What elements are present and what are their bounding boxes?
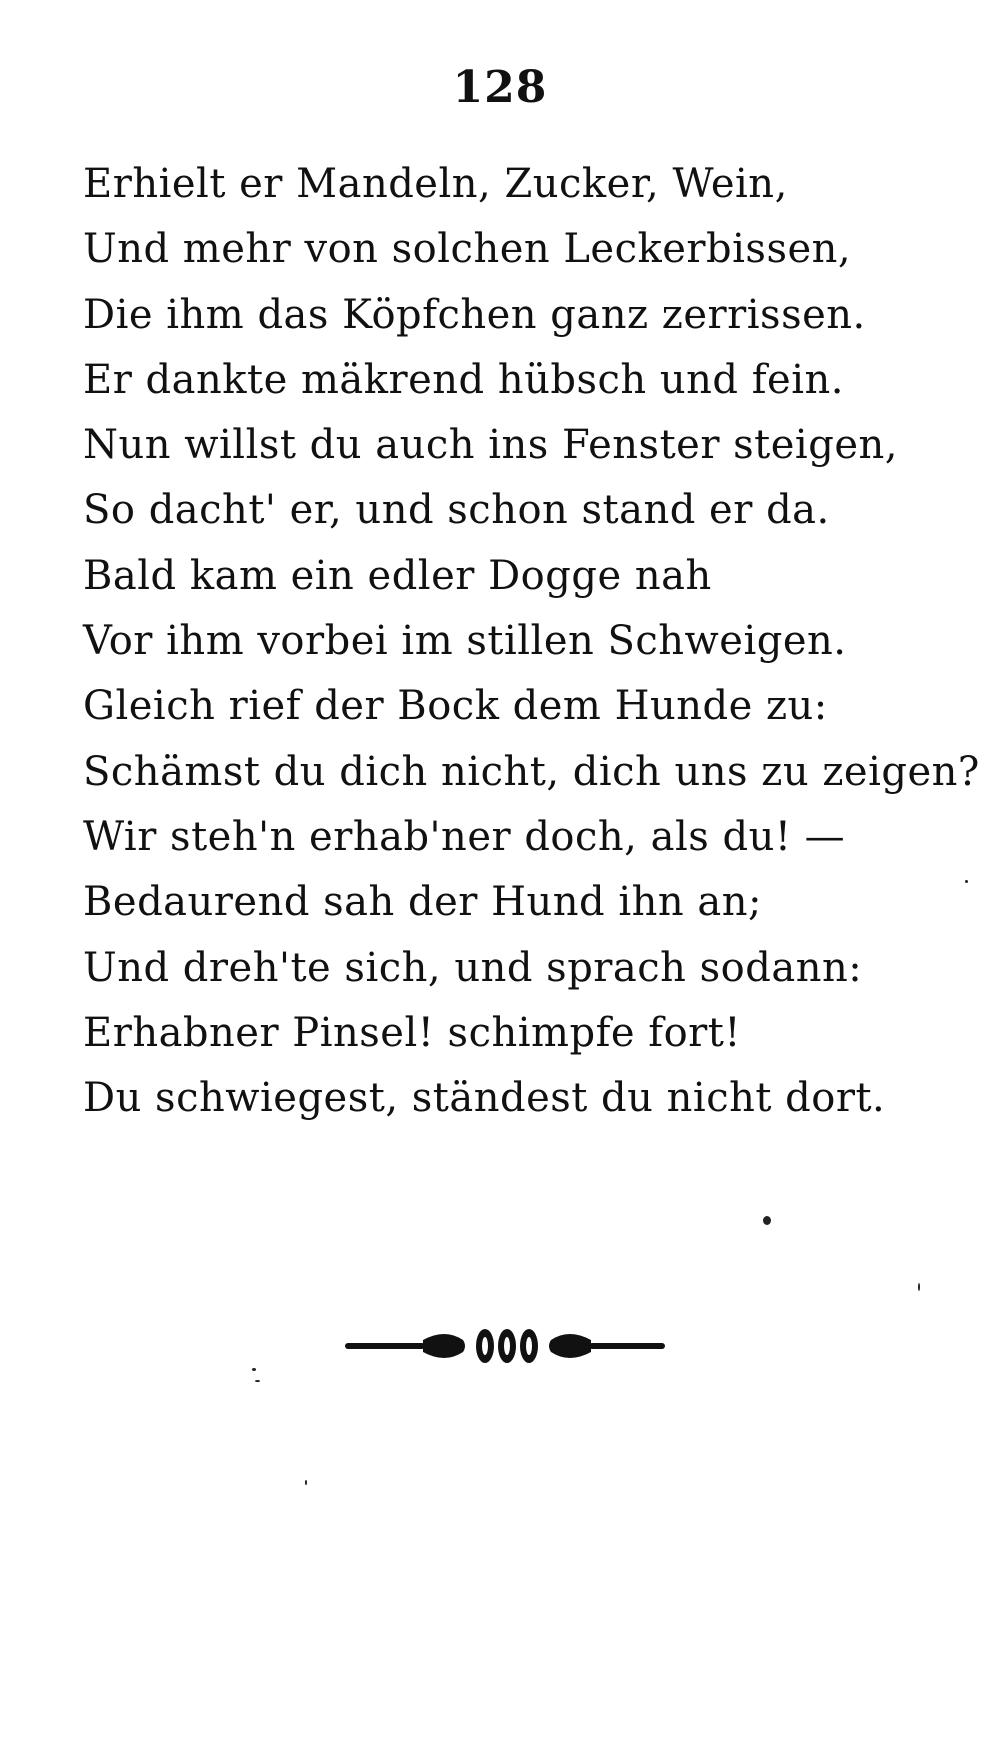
poem-line: Erhabner Pinsel! schimpfe fort! (83, 1009, 741, 1056)
poem-line: Erhielt er Mandeln, Zucker, Wein, (83, 161, 788, 207)
poem-line: Wir steh'n erhab'ner doch, als du! — (83, 813, 846, 860)
page-number: 128 (452, 62, 548, 113)
print-speck (305, 1480, 307, 1485)
poem-line: So dacht' er, und schon stand er da. (83, 487, 830, 534)
poem-line: Bedaurend sah der Hund ihn an; (83, 879, 762, 926)
poem-line: Schämst du dich nicht, dich uns zu zeigen? (83, 748, 980, 795)
print-speck (252, 1368, 256, 1371)
poem-line: Und mehr von solchen Leckerbissen, (83, 226, 852, 273)
poem-line: Die ihm das Köpfchen ganz zerrissen. (83, 291, 866, 338)
poem-line: Und dreh'te sich, und sprach sodann: (83, 944, 863, 991)
print-speck (965, 880, 968, 883)
poem-line: Er dankte mäkrend hübsch und fein. (83, 356, 844, 403)
poem-line: Du schwiegest, ständest du nicht dort. (83, 1075, 886, 1122)
poem-line: Nun willst du auch ins Fenster steigen, (83, 422, 898, 469)
tailpiece-ornament-icon (345, 1318, 665, 1374)
poem-line: Vor ihm vorbei im stillen Schweigen. (83, 618, 847, 665)
poem-line: Bald kam ein edler Dogge nah (83, 552, 712, 599)
poem-line: Gleich rief der Bock dem Hunde zu: (83, 683, 828, 730)
print-speck (255, 1380, 260, 1382)
poem-text (83, 152, 980, 1131)
print-speck (918, 1283, 920, 1291)
print-speck (763, 1216, 771, 1225)
